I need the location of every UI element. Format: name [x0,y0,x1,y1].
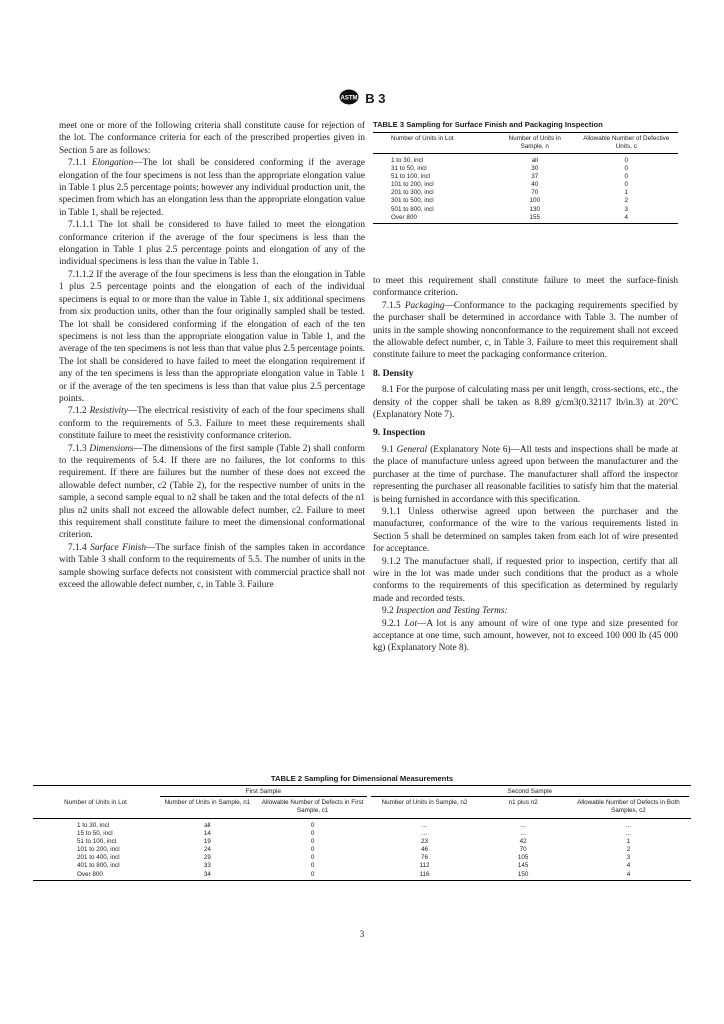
table-2 [33,774,691,881]
table-3-caption: TABLE 3 Sampling for Surface Finish and Packaging Inspection [373,120,603,129]
table-row [33,838,691,846]
table-cell: 33 [203,862,211,870]
table-cell: 42 [519,838,527,846]
page-number: 3 [359,929,365,939]
table-cell: ... [625,830,632,838]
table-cell: 101 to 200, incl [391,181,434,189]
paragraph-7-1-1: 7.1.1 Elongation—The lot shall be considered conforming if the average elongation of the four specimens is not less than the appropriate elongation value in Table 1 plus 2.5 percentage points; however any individual production unit, the specimen from which has an elongation less than the appropriate elongation value in Table 1, shall be rejected. [59,158,365,218]
table-cell: 150 [480,871,566,881]
table-cell: 0 [624,181,628,189]
table-2-group-second: Second Sample [369,786,691,799]
table-cell: 401 to 800, incl [77,862,120,870]
table-row [33,862,691,870]
table-cell: 1 [624,189,628,197]
table-cell: 3 [626,854,631,862]
table-cell: 37 [531,173,539,181]
table-3 [373,120,678,224]
table-row [373,165,678,173]
table-cell: 4 [575,214,679,224]
table-cell: 4 [566,871,691,881]
paragraph-7-1-4: 7.1.4 Surface Finish—The surface finish of the samples taken in accordance with Table 3 shall conform to the requirements of 5.5. The number of units in the sample showing surface defects not consistent with commercial practice shall not exceed the allowable defect number, c, in Table 3. Failure [59,542,366,591]
table-cell: ... [625,822,632,829]
table-cell: all [531,157,538,164]
table-cell: 201 to 400, incl [77,854,120,862]
table-row [373,154,678,166]
table-cell: 0 [624,173,628,181]
table-cell: 14 [203,830,211,838]
table-cell: 24 [203,846,211,854]
table-2-caption: TABLE 2 Sampling for Dimensional Measurements [270,774,454,783]
table-cell: 2 [626,846,631,854]
table-cell: 0 [310,862,315,870]
table-cell: Over 800 [33,871,158,881]
paragraph-9-2: 9.2 Inspection and Testing Terms: [382,606,508,617]
designation: B 3 [365,91,386,106]
left-column [59,120,365,591]
table-2-header-n1: Number of Units in Sample, n1 [158,798,257,819]
table-cell: 301 to 500, incl [391,197,434,205]
paragraph-9-2-1: 9.2.1 Lot—A lot is any amount of wire of one type and size presented for acceptance at one time, such amount, however, not to exceed 100 000 lb (45 000 kg) (Explanatory Note 8). [373,618,678,654]
table-row [373,197,678,205]
table-2-header-lot: Number of Units in Lot [33,798,158,819]
table-cell: 31 to 50, incl [391,165,427,173]
table-2-header-c1: Allowable Number of Defects in First Sample, c1 [257,798,369,819]
paragraph-7-1-1-1: 7.1.1.1 The lot shall be considered to have failed to meet the elongation conformance criterion if the average of the four specimens is less than the elongation in Table 1 plus 2.5 percentage points and elongation of any of the individual specimens is less than the value in Table 1. [59,220,365,268]
table-cell: 0 [624,157,628,164]
table-2-header-n2: Number of Units in Sample, n2 [369,798,481,819]
table-cell: 0 [310,846,315,854]
table-3-grid [373,132,678,224]
table-row [33,846,691,854]
table-cell: 76 [420,854,428,862]
right-column [373,275,678,655]
table-2-body [33,819,691,881]
table-cell: 1 [626,838,631,846]
table-cell: 145 [517,862,529,870]
paragraph-9-1-1: 9.1.1 Unless otherwise agreed upon between the purchaser and the manufacturer, conformance of the wire to the various requirements listed in Section 5 shall be determined on samples taken from each lot of wire presented for acceptance. [373,506,678,555]
paragraph-7-1-1-2: 7.1.1.2 If the average of the four specimens is less than the elongation in Table 1 plus 2.5 percentage points and the elongation of each of the individual specimens is equal to or more than the value in Table 1, six additional specimens from six production units, other than the four originally sampled shall be tested. The lot shall be considered conforming if the elongation of each of the ten specimens is not less than the appropriate elongation value in Table 1, and the average of the ten specimens is not less than that value plus 2.5 percentage points. The lot shall be considered to have failed to meet the elongation requirement if any of the ten specimens is less than the appropriate elongation value in Table 1 or if the average of the ten specimens is less than that value plus 2.5 percentage points. [59,269,365,404]
paragraph-9-1-2: 9.1.2 The manufactuer shall, if requested prior to inspection, certify that all wire in the lot was made under such conditions that the product as a whole conforms to the requirements of this specification as determined by regularly made and recorded tests. [373,556,678,604]
table-cell: 30 [531,165,539,173]
table-cell: 100 [529,197,540,205]
paragraph-7-1-5: 7.1.5 Packaging—Conformance to the packaging requirements specified by the purchaser shall be determined in accordance with Table 3. The number of units in the sample showing nonconformance to the requirement shall not exceed the allowable defect number, c, in Table 3. Failure to meet this requirement shall constitute failure to meet the packaging conformance criterion. [373,300,678,361]
table-row [373,173,678,181]
table-row [373,189,678,197]
table-2-header-n1-plus-n2: n1 plus n2 [480,798,566,819]
table-cell: 0 [624,165,628,173]
table-cell: 34 [158,871,257,881]
table-row [33,854,691,862]
table-cell: 0 [310,838,315,846]
table-row [33,819,691,831]
table-3-header-sample: Number of Units in Sample, n [495,133,575,154]
paragraph-7-1-3: 7.1.3 Dimensions—The dimensions of the first sample (Table 2) shall conform to the requirements of 5.4. If there are no failures, the lot conforms to this requirement. If there are failures but the number of these does not exceed the allowable defect number, c2 (Table 2), for the respective number of units in the sample, a second sample equal to n2 shall be taken and the total defects of the n1 plus n2 units shall not exceed the allowable defect number, c2. Failure to meet this requirement shall constitute failure to meet the dimensional conformational criterion. [59,443,366,541]
table-cell: 105 [517,854,529,862]
table-cell: 0 [257,871,369,881]
table-cell: 70 [531,189,539,197]
table-cell: 116 [369,871,481,881]
paragraph-continuation: to meet this requirement shall constitute failure to meet the surface-finish conformance criterion. [373,276,678,299]
table-row [373,206,678,214]
astm-logo-icon [339,89,359,108]
table-cell: 51 to 100, incl [77,838,117,846]
table-cell: ... [520,830,526,838]
table-cell: 501 to 800, incl [391,205,434,213]
paragraph-7-1-2: 7.1.2 Resistivity—The electrical resistivity of each of the four specimens shall conform to the requirements of 5.3. Failure to meet these requirements shall constitute failure to meet the resistivity conformance criterion. [59,406,366,442]
table-2-grid [33,785,691,881]
table-cell: ... [421,822,428,829]
table-3-header-allowable: Allowable Number of Defective Units, c [575,133,679,154]
table-cell: 1 to 30, incl [77,822,110,829]
table-2-header-c2: Allowable Number of Defects in Both Samples, c2 [566,798,691,819]
table-row [33,830,691,838]
table-cell: 0 [310,822,315,829]
table-cell: ... [421,830,428,838]
section-heading-inspection: 9. Inspection [373,427,426,439]
table-3-header-lot: Number of Units in Lot [373,133,495,154]
table-cell: 23 [420,838,428,846]
table-cell: 19 [203,838,211,846]
table-cell: 46 [420,846,428,854]
table-cell: 201 to 300, incl [391,189,434,197]
paragraph-8-1: 8.1 For the purpose of calculating mass per unit length, cross-sections, etc., the density of the copper shall be taken as 8.89 g/cm3(0.32117 lb/in.3) at 20°C (Explanatory Note 7). [373,385,678,421]
table-cell: 112 [419,862,430,870]
table-cell: Over 800 [373,214,495,224]
table-cell: 15 to 50, incl [77,830,113,838]
table-cell: 29 [203,854,211,862]
table-cell: 70 [519,846,527,854]
table-cell: 0 [310,830,315,838]
paragraph-9-1: 9.1 General (Explanatory Note 6)—All tests and inspections shall be made at the place of manufacture unless agreed upon between the manufacturer and the purchaser at the time of purchase. The manufacturer shall afford the inspector representing the purchaser all reasonable facilities to satisfy him that the material is being furnished in accordance with this specification. [373,444,679,505]
svg-text:ASTM: ASTM [340,95,358,102]
table-cell: 51 to 100, incl [391,173,431,181]
table-cell: 4 [626,862,631,870]
paragraph-7-1-intro: meet one or more of the following criteria shall constitute cause for rejection of the lot. The conformance criteria for each of the prescribed properties given in Section 5 are as follows: [59,121,365,156]
table-cell: 40 [531,181,539,189]
table-3-body [373,154,678,224]
table-row [373,181,678,189]
section-heading-density: 8. Density [373,367,414,379]
table-row [33,871,691,881]
table-cell: 130 [529,205,540,213]
table-cell: 0 [310,854,315,862]
table-cell: 101 to 200, incl [77,846,120,854]
table-cell: 1 to 30, incl [391,157,424,164]
table-2-group-first: First Sample [158,786,369,799]
table-row [373,214,678,224]
table-cell: ... [520,822,526,829]
table-cell: all [204,822,211,829]
table-cell: 155 [495,214,575,224]
table-cell: 2 [624,197,628,205]
table-cell: 3 [624,205,628,213]
page-header [0,89,724,108]
